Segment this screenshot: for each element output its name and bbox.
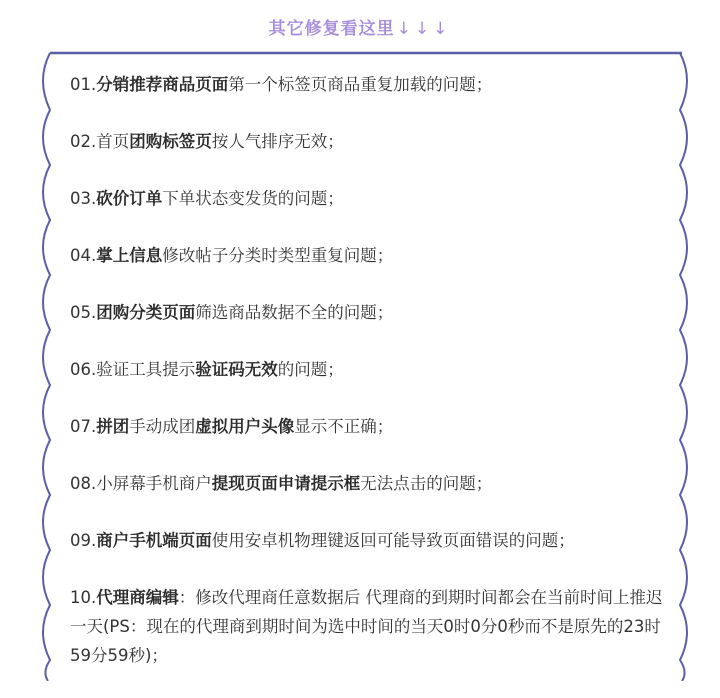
list-item — [70, 526, 666, 555]
item-number: 01. — [70, 75, 97, 94]
list-item — [70, 583, 666, 670]
item-text: 按人气排序无效； — [211, 132, 344, 151]
item-number: 09. — [70, 531, 97, 550]
item-highlight: 代理商编辑 — [96, 588, 179, 607]
item-text: 第一个标签页商品重复加载的问题； — [228, 75, 493, 94]
item-highlight: 团购分类页面 — [96, 303, 196, 322]
list-item — [70, 355, 666, 384]
item-highlight: 拼团 — [96, 417, 130, 436]
item-text: 验证工具提示 — [96, 360, 196, 379]
item-text: 下单状态变发货的问题； — [162, 189, 344, 208]
list-item — [70, 469, 666, 498]
item-highlight: 砍价订单 — [96, 189, 163, 208]
item-text: 小屏幕手机商户 — [96, 474, 212, 493]
list-item — [70, 127, 666, 156]
list-item — [70, 412, 666, 441]
item-text: 的问题； — [277, 360, 344, 379]
item-number: 04. — [70, 246, 97, 265]
item-highlight: 验证码无效 — [195, 360, 278, 379]
fix-list — [70, 70, 666, 698]
item-highlight: 虚拟用户头像 — [195, 417, 295, 436]
item-highlight: 提现页面申请提示框 — [211, 474, 361, 493]
item-number: 07. — [70, 417, 97, 436]
list-item — [70, 298, 666, 327]
item-text: 首页 — [96, 132, 130, 151]
heading-text: 其它修复看这里 — [268, 19, 395, 39]
frame-left-wave — [43, 53, 50, 681]
item-text: ：修改代理商任意数据后 代理商的到期时间都会在当前时间上推迟一天(PS：现在的代理商到期时间为选中时间的当天0时0分0秒而不是原先的23时59分59秒)； — [70, 588, 663, 665]
item-text: 修改帖子分类时类型重复问题； — [162, 246, 394, 265]
item-text: 筛选商品数据不全的问题； — [195, 303, 394, 322]
item-number: 05. — [70, 303, 97, 322]
item-number: 02. — [70, 132, 97, 151]
item-text: 手动成团 — [129, 417, 196, 436]
item-number: 10. — [70, 588, 97, 607]
item-highlight: 分销推荐商品页面 — [96, 75, 229, 94]
item-text: 无法点击的问题； — [360, 474, 493, 493]
list-item — [70, 184, 666, 213]
down-arrows-icon: ↓↓↓ — [396, 19, 452, 39]
item-highlight: 掌上信息 — [96, 246, 163, 265]
list-item — [70, 70, 666, 99]
item-highlight: 商户手机端页面 — [96, 531, 212, 550]
item-text: 显示不正确； — [294, 417, 394, 436]
item-number: 03. — [70, 189, 97, 208]
item-highlight: 团购标签页 — [129, 132, 212, 151]
item-number: 06. — [70, 360, 97, 379]
list-item — [70, 241, 666, 270]
item-text: 使用安卓机物理键返回可能导致页面错误的问题； — [211, 531, 575, 550]
item-number: 08. — [70, 474, 97, 493]
frame-right-wave — [680, 53, 687, 681]
